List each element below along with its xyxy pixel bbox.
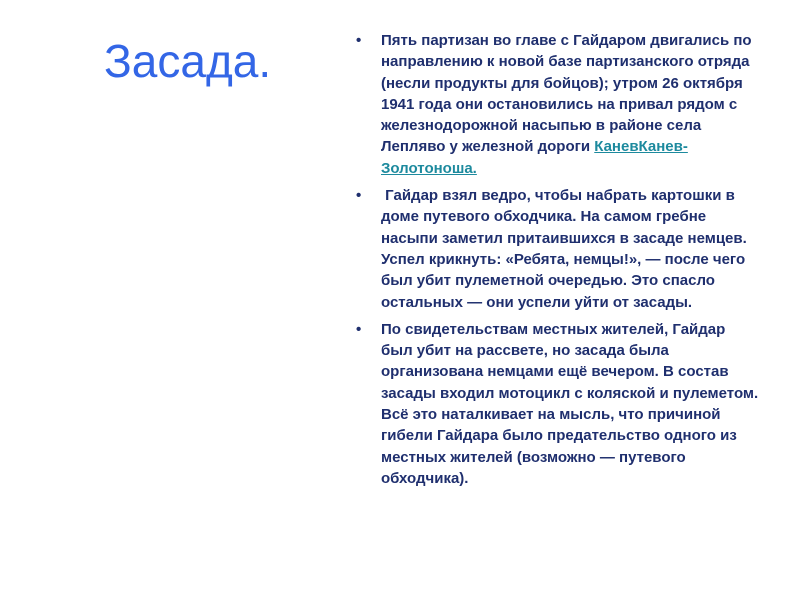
bullet-text-3: По свидетельствам местных жителей, Гайдар был убит на рассвете, но засада была организована немцами ещё вечером. В состав засады входил мотоцикл с коляской и пулеметом. Всё это наталкивает на мысль, что причиной гибели Гайдара было предательство одного из местных жителей (возможно — путевого обходчика). xyxy=(381,320,759,487)
railway-link[interactable]: КаневКанев-Золотоноша. xyxy=(381,138,688,177)
bullet-item-1 xyxy=(356,30,760,179)
slide-title: Засада. xyxy=(104,35,272,87)
bullet-icon: • xyxy=(356,187,362,205)
bullet-text-1-body: Пять партизан во главе с Гайдаром двигались по направлению к новой базе партизанского отряда (несли продукты для бойцов); утром 26 октября 1941 года они остановились на привал рядом с железнодорожной насыпью в районе села Лепляво у железной дороги xyxy=(381,32,752,156)
bullet-item-3 xyxy=(356,319,760,489)
bullet-text-1 xyxy=(381,30,760,179)
bullet-text-2: Гайдар взял ведро, чтобы набрать картошки в доме путевого обходчика. На самом гребне насыпи заметил притаившихся в засаде немцев. Успел крикнуть: «Ребята, немцы!», — после чего был убит пулеметной очередью. Это спасло остальных — они успели уйти от засады. xyxy=(381,187,751,311)
bullet-icon: • xyxy=(356,320,362,338)
bullet-icon: • xyxy=(356,32,362,49)
bullet-item-2 xyxy=(356,185,760,313)
bullet-list xyxy=(356,30,760,495)
